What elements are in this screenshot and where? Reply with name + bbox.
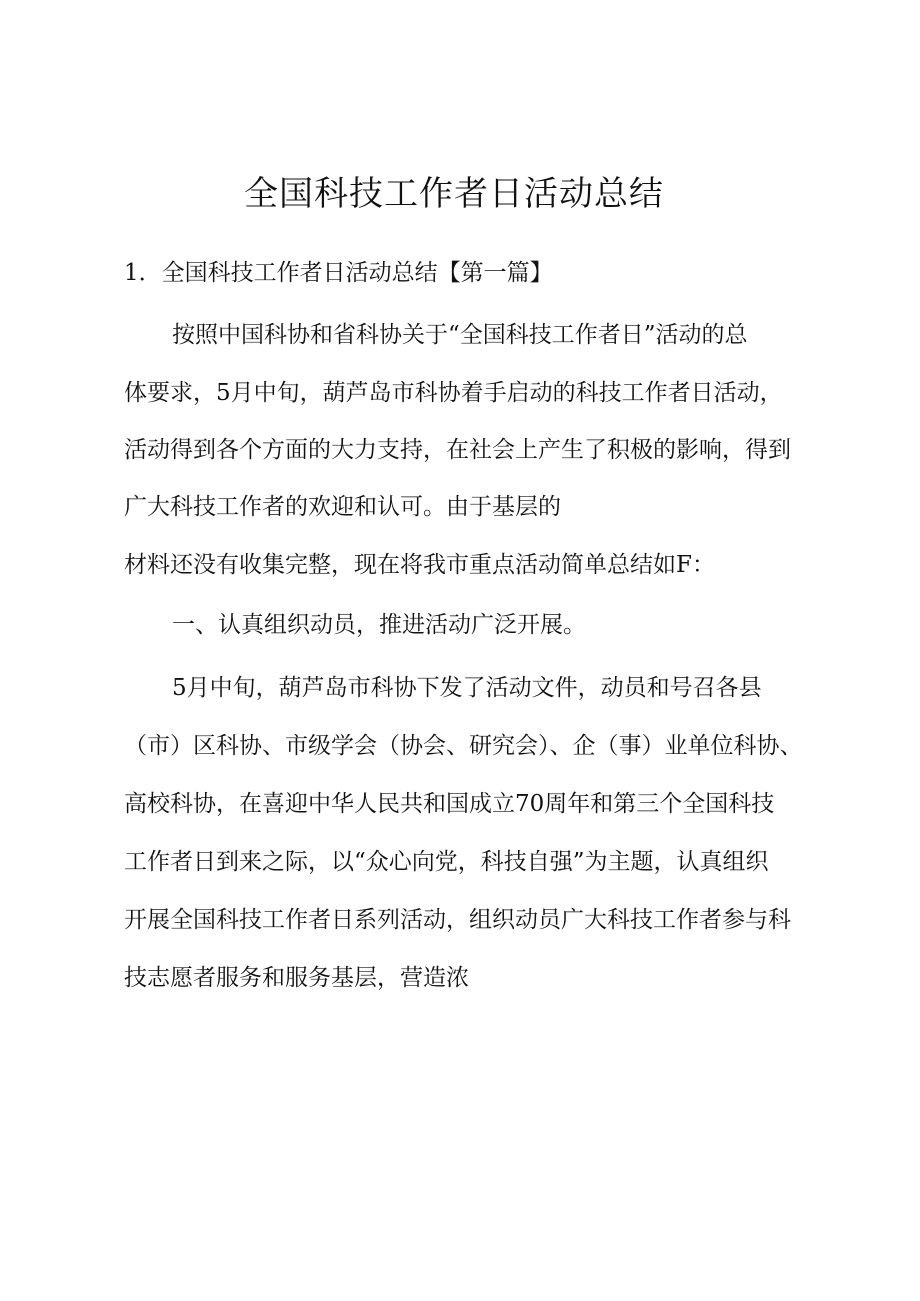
paragraph1-line-3: 活动得到各个方面的大力支持，在社会上产生了积极的影响，得到 xyxy=(124,437,791,463)
subheading-1: 一、认真组织动员，推进活动广泛开展。 xyxy=(172,612,586,638)
paragraph2-line-3: 高校科协，在喜迎中华人民共和国成立70周年和第三个全国科技 xyxy=(124,791,775,817)
paragraph2-line-5: 开展全国科技工作者日系列活动，组织动员广大科技工作者参与科 xyxy=(124,907,791,933)
paragraph1-line-2: 体要求，5月中旬，葫芦岛市科协着手启动的科技工作者日活动， xyxy=(124,380,783,406)
paragraph2-line-1: 5月中旬，葫芦岛市科协下发了活动文件，动员和号召各县 xyxy=(172,675,762,701)
paragraph1-line-1: 按照中国科协和省科协关于“全国科技工作者日”活动的总 xyxy=(172,322,748,348)
paragraph1-line-4: 广大科技工作者的欢迎和认可。由于基层的 xyxy=(124,494,561,520)
document-title: 全国科技工作者日活动总结 xyxy=(244,174,664,214)
paragraph2-line-4: 工作者日到来之际，以“众心向党，科技自强”为主题，认真组织 xyxy=(124,849,769,875)
paragraph1-line-5: 材料还没有收集完整，现在将我市重点活动简单总结如F： xyxy=(124,552,715,578)
section-heading: 1．全国科技工作者日活动总结【第一篇】 xyxy=(124,260,553,286)
paragraph2-line-2: （市）区科协、市级学会（协会、研究会）、企（事）业单位科协、 xyxy=(124,733,803,759)
paragraph2-line-6: 技志愿者服务和服务基层，营造浓 xyxy=(124,965,469,991)
